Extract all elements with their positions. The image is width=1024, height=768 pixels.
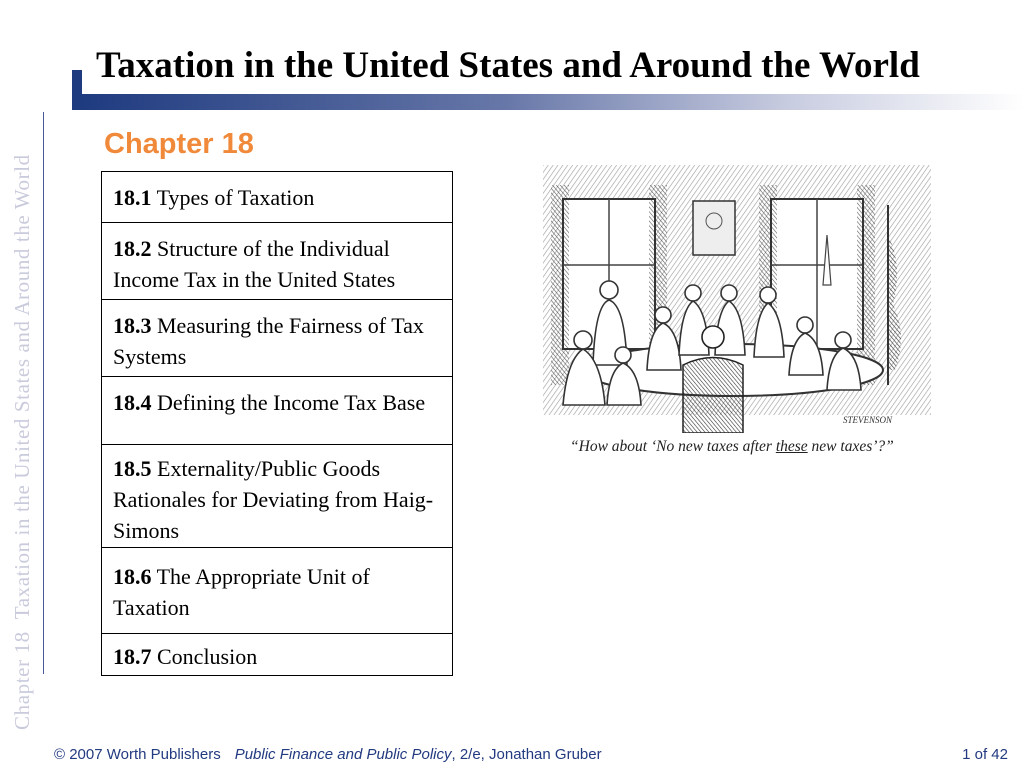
title-accent-bar bbox=[72, 70, 82, 110]
toc-item-18-2[interactable] bbox=[102, 223, 452, 300]
toc-item-18-4[interactable] bbox=[102, 377, 452, 445]
curtain bbox=[551, 185, 569, 385]
side-chapter-label bbox=[4, 30, 40, 730]
page-number: 1 of 42 bbox=[962, 746, 1008, 763]
caption-text-end: new taxes’?” bbox=[807, 438, 894, 455]
side-chapter-title: Taxation in the United States and Around the World bbox=[10, 154, 34, 620]
toc-item-18-1[interactable] bbox=[102, 172, 452, 223]
toc-number: 18.4 bbox=[113, 390, 152, 415]
toc-item-18-6[interactable] bbox=[102, 548, 452, 634]
toc-number: 18.6 bbox=[113, 564, 152, 589]
toc-item-18-3[interactable] bbox=[102, 300, 452, 377]
table-of-contents bbox=[101, 171, 453, 676]
side-divider bbox=[43, 112, 44, 674]
cartoon-caption bbox=[570, 438, 894, 456]
toc-label: Externality/Public Goods Rationales for Deviating from Haig-Simons bbox=[113, 456, 434, 543]
toc-label: Structure of the Individual Income Tax in the United States bbox=[113, 236, 396, 292]
wall-portrait bbox=[693, 201, 735, 255]
chapter-heading: Chapter 18 bbox=[104, 128, 254, 160]
toc-label: The Appropriate Unit of Taxation bbox=[113, 564, 370, 620]
slide-title: Taxation in the United States and Around the World bbox=[96, 45, 920, 86]
side-chapter-number: Chapter 18 bbox=[10, 631, 34, 730]
toc-number: 18.7 bbox=[113, 644, 152, 669]
toc-number: 18.2 bbox=[113, 236, 152, 261]
toc-number: 18.5 bbox=[113, 456, 152, 481]
foreground-chair bbox=[683, 358, 743, 434]
toc-label: Defining the Income Tax Base bbox=[157, 390, 426, 415]
caption-emphasis: these bbox=[775, 438, 808, 455]
cartoon-signature: STEVENSON bbox=[843, 415, 893, 425]
toc-number: 18.1 bbox=[113, 185, 152, 210]
caption-text-start: “How about ‘No new taxes after bbox=[570, 438, 776, 455]
toc-label: Measuring the Fairness of Tax Systems bbox=[113, 313, 424, 369]
toc-label: Conclusion bbox=[157, 644, 258, 669]
toc-item-18-5[interactable] bbox=[102, 445, 452, 548]
footer-citation bbox=[54, 746, 602, 763]
toc-label: Types of Taxation bbox=[156, 185, 315, 210]
toc-item-18-7[interactable] bbox=[102, 634, 452, 676]
footer-book-title: Public Finance and Public Policy bbox=[234, 746, 452, 763]
footer-copyright: © 2007 Worth Publishers bbox=[54, 746, 221, 763]
cartoon-illustration bbox=[543, 165, 931, 433]
footer-book-edition: , 2/e, Jonathan Gruber bbox=[451, 746, 602, 763]
title-gradient-rule bbox=[82, 94, 1024, 110]
toc-number: 18.3 bbox=[113, 313, 152, 338]
